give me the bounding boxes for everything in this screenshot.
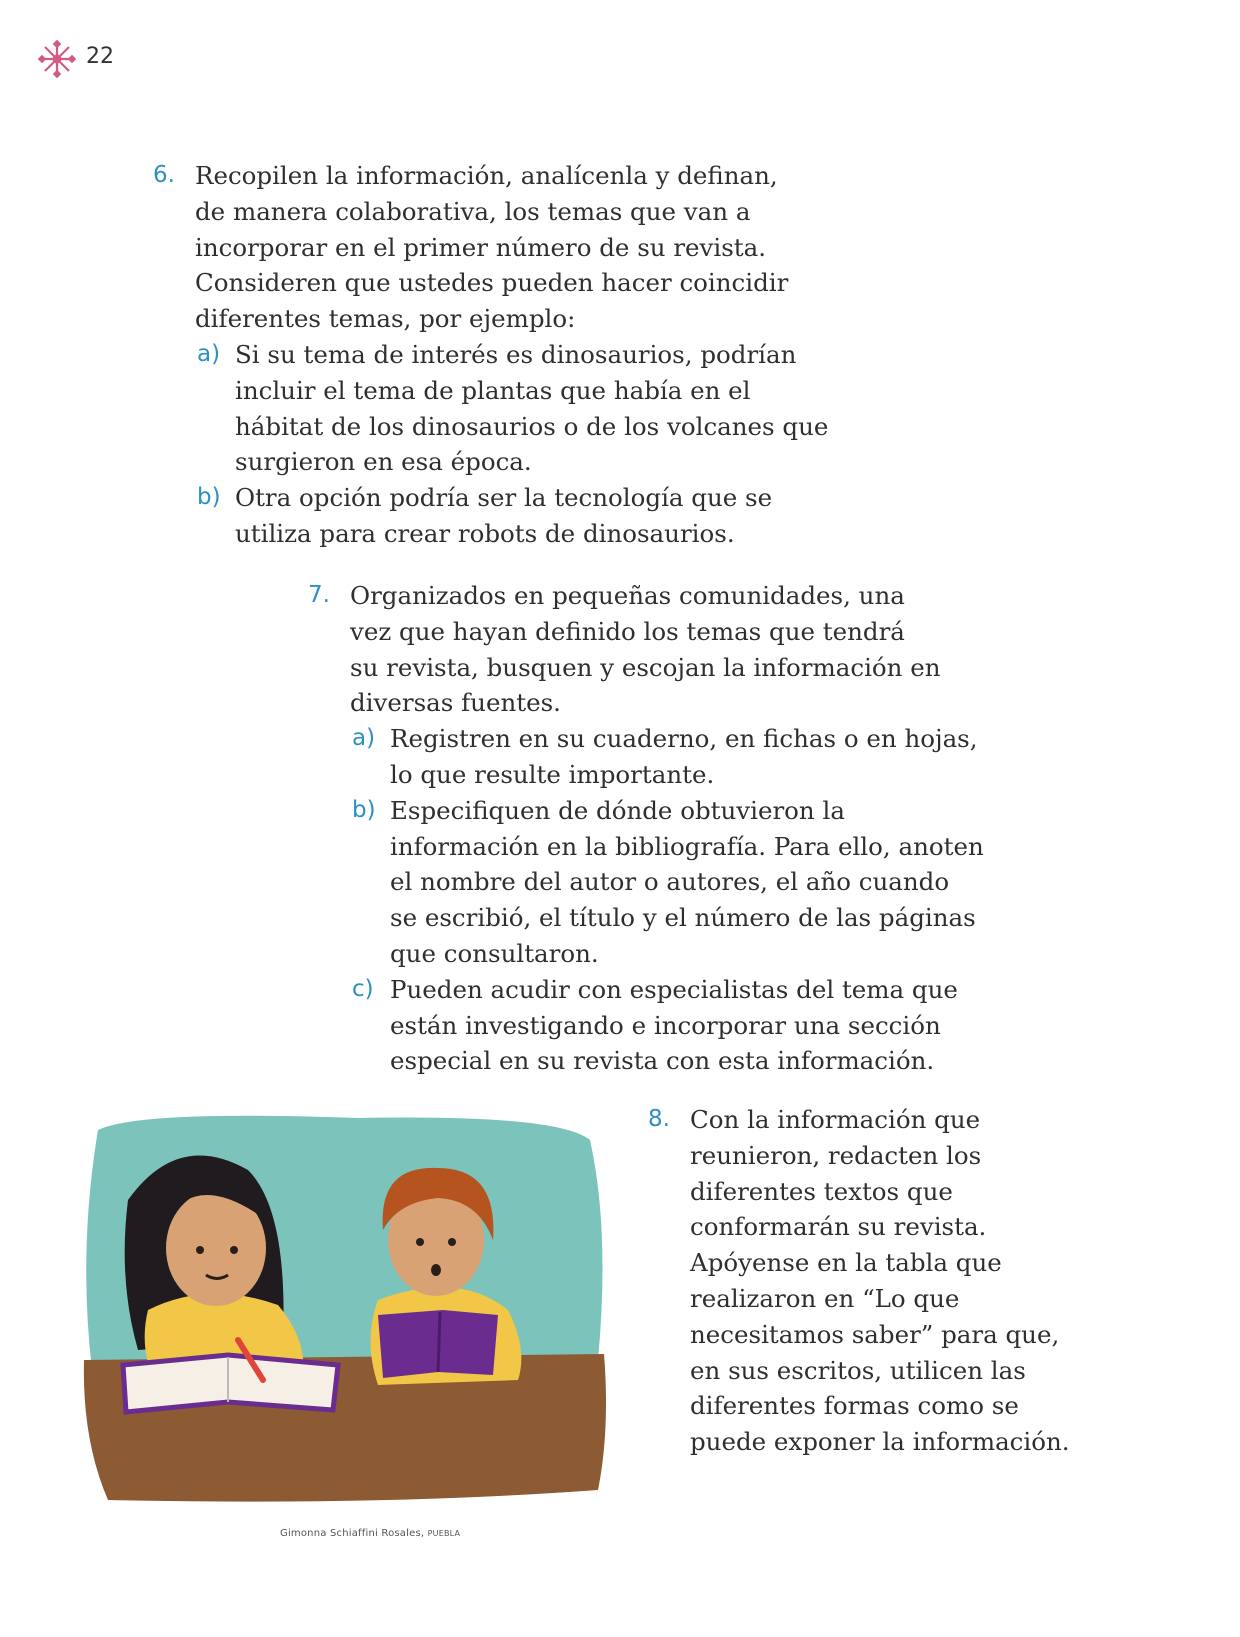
step-6-text: Recopilen la información, analícenla y definan, de manera colaborativa, los temas que van a incorporar en el primer número de su revista. Consideren que ustedes pueden hacer coincidir diferentes temas, por ejemplo:: [195, 161, 789, 334]
step-8-number: 8.: [648, 1106, 670, 1132]
item-text: Otra opción podría ser la tecnología que se utiliza para crear robots de dinosaurios.: [235, 483, 773, 548]
step-8-text: Con la información que reunieron, redacten los diferentes textos que conformarán su revista. Apóyense en la tabla que realizaron en “Lo que necesitamos saber” para que, en sus escritos, utilicen las diferentes formas como se puede exponer la información.: [690, 1105, 1070, 1457]
step-6: [153, 158, 855, 552]
credit-name: Gimonna Schiaffini Rosales,: [280, 1528, 425, 1539]
step-7-text: Organizados en pequeñas comunidades, una vez que hayan definido los temas que tendrá su revista, busquen y escojan la información en diversas fuentes.: [350, 581, 941, 718]
item-letter: c): [352, 975, 374, 1002]
illustration-credit: [280, 1528, 460, 1539]
item-letter: a): [352, 725, 376, 752]
pink-star-logo-icon: [38, 40, 76, 78]
step-6-item-b: [197, 480, 855, 552]
step-7-number: 7.: [308, 582, 330, 608]
step-6-number: 6.: [153, 162, 175, 188]
item-letter: b): [197, 484, 221, 511]
credit-place: PUEBLA: [427, 1529, 461, 1538]
step-6-item-a: [197, 337, 855, 480]
item-letter: a): [197, 340, 221, 367]
page-number: 22: [86, 44, 114, 69]
item-text: Si su tema de interés es dinosaurios, podrían incluir el tema de plantas que había en el hábitat de los dinosaurios o de los volcanes que surgieron en esa época.: [235, 339, 829, 477]
open-notebook: [123, 1355, 338, 1412]
step-8: [648, 1102, 1110, 1460]
item-text: Registren en su cuaderno, en fichas o en hojas, lo que resulte importante.: [390, 724, 978, 789]
item-letter: b): [352, 796, 376, 823]
item-text: Pueden acudir con especialistas del tema que están investigando e incorporar una sección especial en su revista con esta información.: [390, 974, 958, 1076]
step-7-item-a: [352, 721, 1010, 793]
step-7-item-b: [352, 793, 1010, 972]
item-text: Especifiquen de dónde obtuvieron la información en la bibliografía. Para ello, anoten el nombre del autor o autores, el año cuando se escribió, el título y el número de las páginas que consultaron.: [390, 795, 984, 968]
step-7: [308, 578, 1010, 1079]
children-reading-illustration: [78, 1110, 610, 1510]
step-7-item-c: [352, 972, 1010, 1079]
